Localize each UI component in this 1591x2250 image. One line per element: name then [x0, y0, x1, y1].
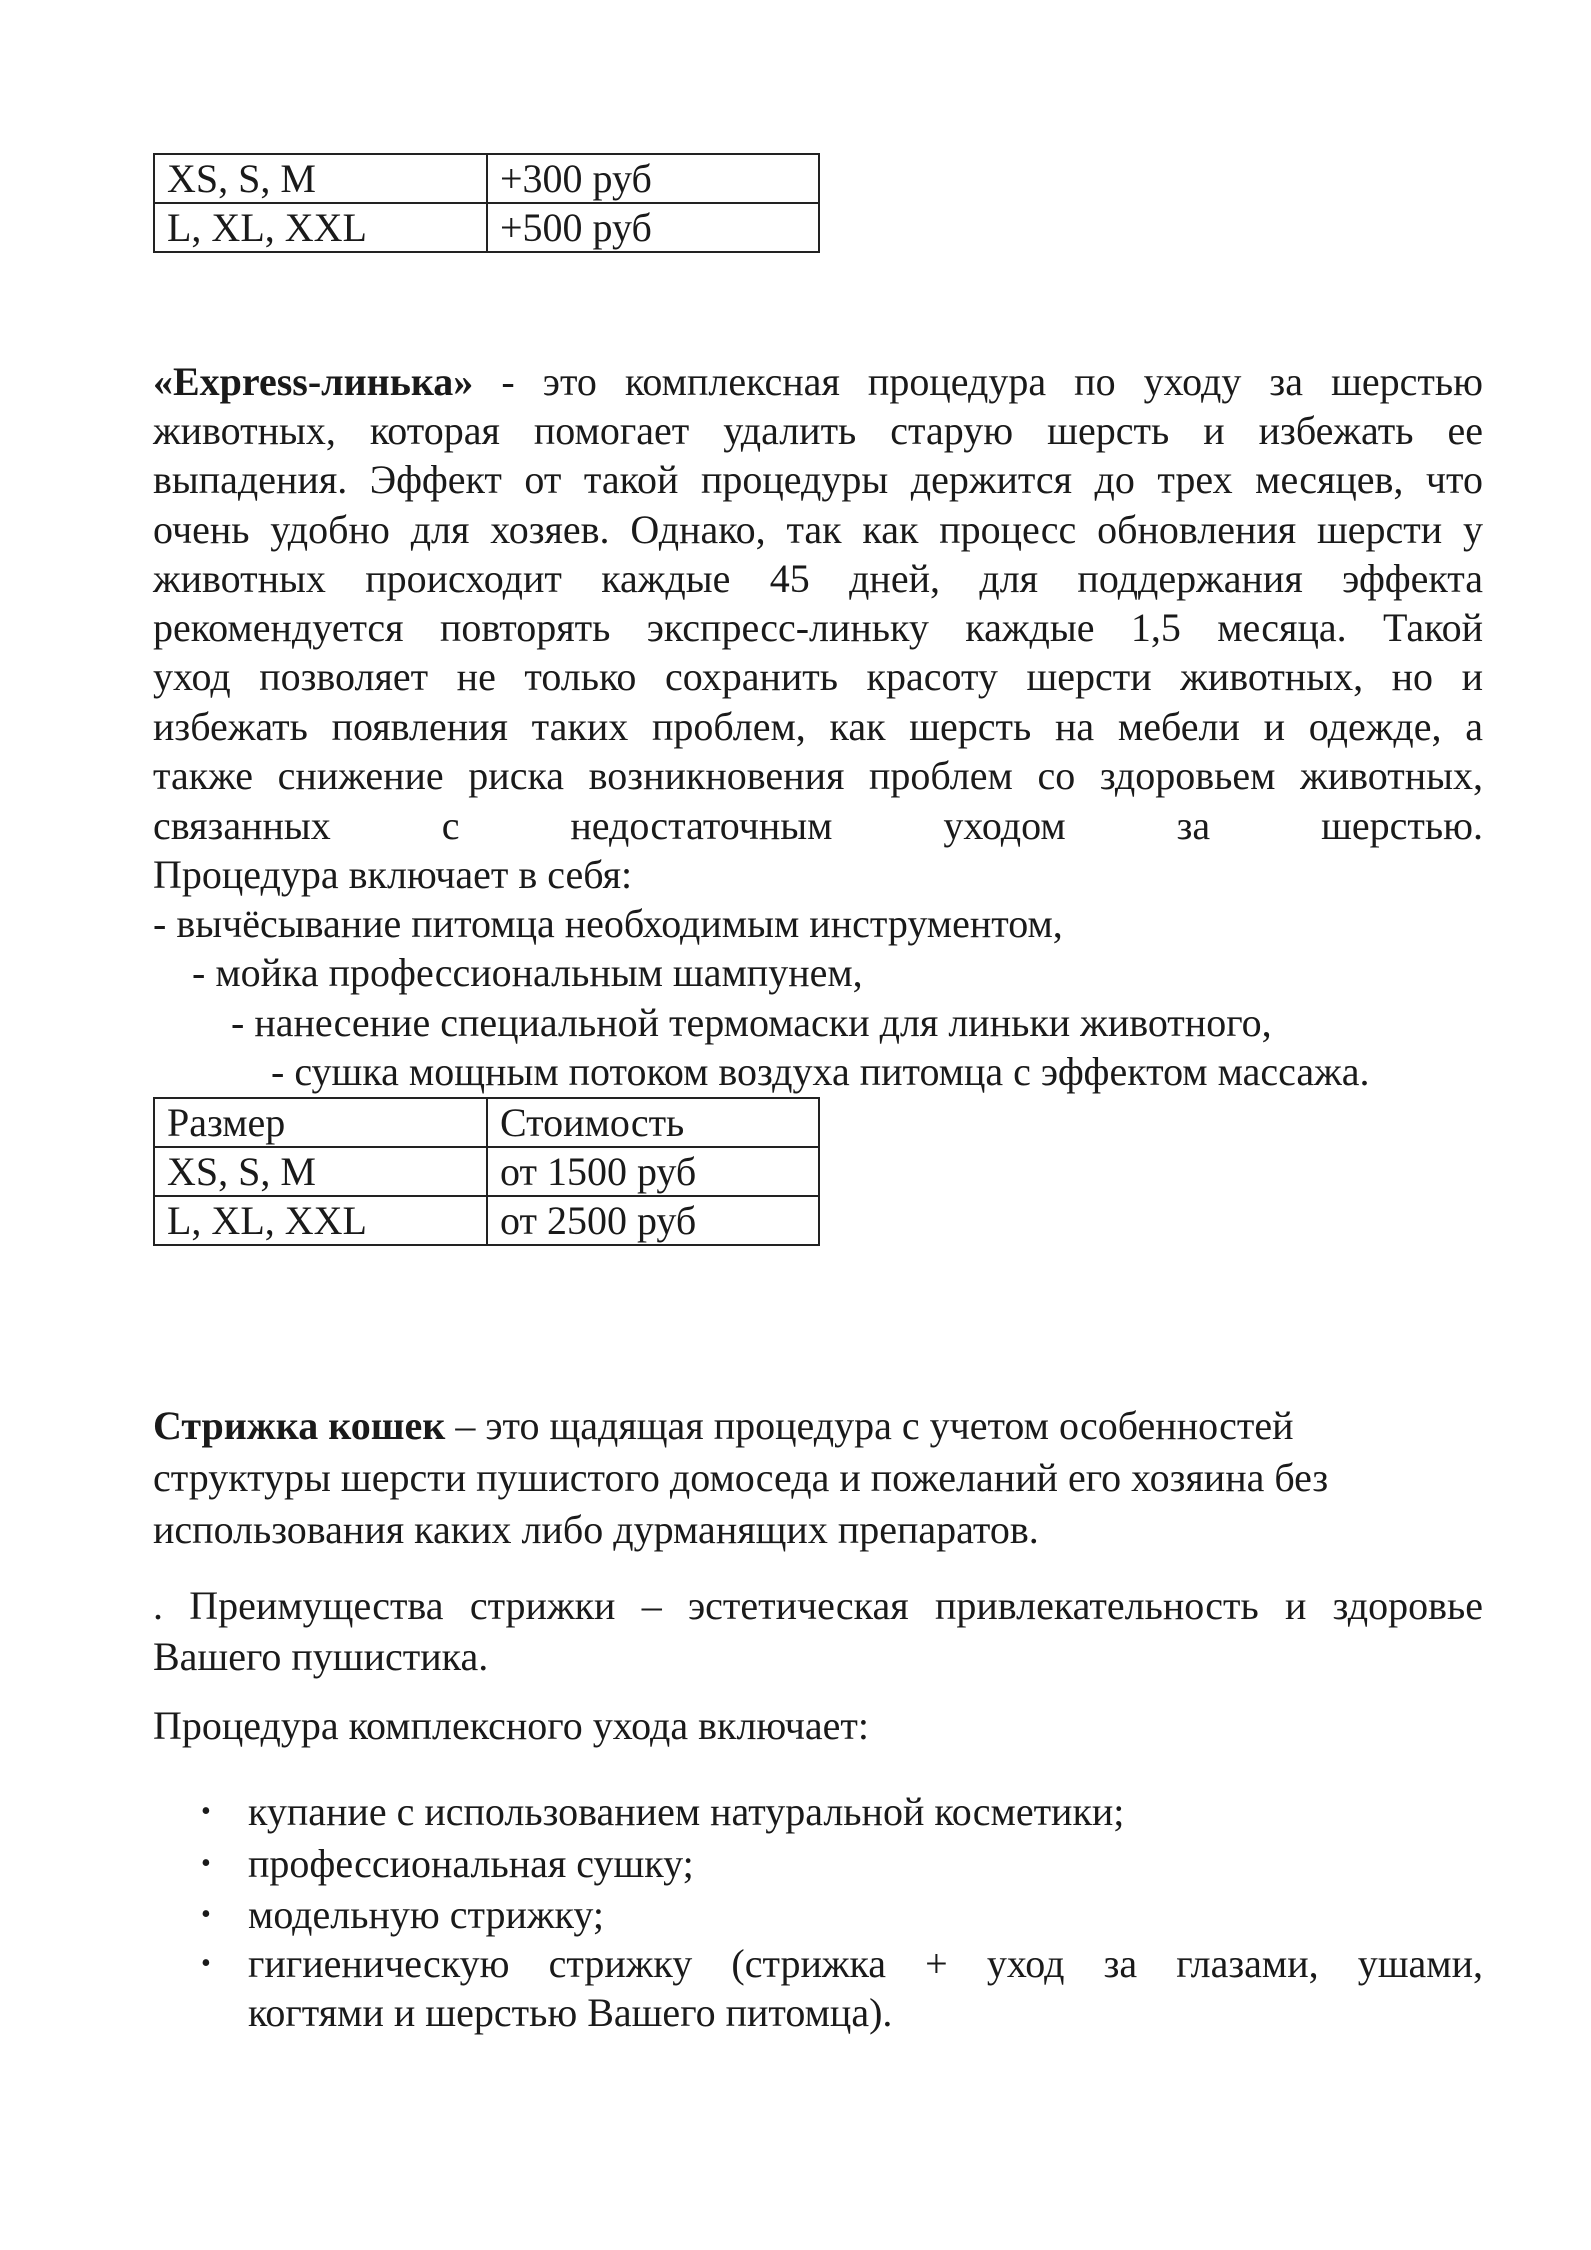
cats-line: использования каких либо дурманящих препаратов.	[153, 1507, 1039, 1552]
cats-line: структуры шерсти пушистого домоседа и пожеланий его хозяина без	[153, 1455, 1329, 1500]
cats-title: Стрижка кошек	[153, 1403, 446, 1448]
table-cell: L, XL, XXL	[154, 203, 487, 252]
table-row	[154, 1196, 819, 1245]
list-item: купание с использованием натуральной косметики;	[248, 1789, 1125, 1834]
express-line: также снижение риска возникновения проблем со здоровьем животных,	[153, 753, 1483, 798]
bullet-icon: •	[201, 1796, 211, 1827]
express-line: выпадения. Эффект от такой процедуры держится до трех месяцев, что	[153, 457, 1483, 502]
express-line: связанных с недостаточным уходом за шерстью.	[153, 803, 1483, 848]
express-step: - сушка мощным потоком воздуха питомца с эффектом массажа.	[271, 1049, 1370, 1094]
express-line: уход позволяет не только сохранить красоту шерсти животных, но и	[153, 654, 1483, 699]
bullet-icon: •	[201, 1899, 211, 1930]
cats-advantages: . Преимущества стрижки – эстетическая привлекательность и здоровье	[153, 1583, 1483, 1628]
express-line	[153, 357, 1483, 407]
express-line: очень удобно для хозяев. Однако, так как процесс обновления шерсти у	[153, 507, 1483, 552]
express-line: животных происходит каждые 45 дней, для поддержания эффекта	[153, 556, 1483, 601]
express-step: - нанесение специальной термомаски для линьки животного,	[231, 1000, 1272, 1045]
list-item: гигиеническую стрижку (стрижка + уход за глазами, ушами,	[248, 1941, 1483, 1986]
text: – это щадящая процедура с учетом особенностей	[445, 1403, 1294, 1448]
price-table	[153, 1097, 820, 1246]
express-step: - вычёсывание питомца необходимым инструментом,	[153, 901, 1063, 946]
express-line: Процедура включает в себя:	[153, 852, 633, 897]
table-row	[154, 203, 819, 252]
table-row	[154, 154, 819, 203]
list-item: профессиональная сушку;	[248, 1841, 694, 1886]
table-cell: от 2500 руб	[487, 1196, 819, 1245]
bullet-icon: •	[201, 1948, 211, 1979]
table-cell: L, XL, XXL	[154, 1196, 487, 1245]
table-cell: +500 руб	[487, 203, 819, 252]
table-header-cell: Стоимость	[487, 1098, 819, 1147]
list-item-continuation: когтями и шерстью Вашего питомца).	[248, 1990, 893, 2035]
express-title: «Express-линька»	[153, 359, 474, 404]
express-line: животных, которая помогает удалить старую шерсть и избежать ее	[153, 408, 1483, 453]
table-cell: XS, S, M	[154, 154, 487, 203]
express-line: рекомендуется повторять экспресс-линьку каждые 1,5 месяца. Такой	[153, 605, 1483, 650]
cats-includes: Процедура комплексного ухода включает:	[153, 1703, 869, 1748]
bullet-icon: •	[201, 1848, 211, 1879]
table-header-cell: Размер	[154, 1098, 487, 1147]
express-step: - мойка профессиональным шампунем,	[192, 950, 863, 995]
table-cell: +300 руб	[487, 154, 819, 203]
table-row	[154, 1147, 819, 1196]
cats-line	[153, 1401, 1294, 1451]
surcharge-table	[153, 153, 820, 253]
text: - это комплексная процедура по уходу за шерстью	[473, 359, 1483, 404]
express-line: избежать появления таких проблем, как шерсть на мебели и одежде, а	[153, 704, 1483, 749]
table-cell: от 1500 руб	[487, 1147, 819, 1196]
table-header-row	[154, 1098, 819, 1147]
cats-advantages: Вашего пушистика.	[153, 1634, 489, 1679]
list-item: модельную стрижку;	[248, 1892, 604, 1937]
table-cell: XS, S, M	[154, 1147, 487, 1196]
